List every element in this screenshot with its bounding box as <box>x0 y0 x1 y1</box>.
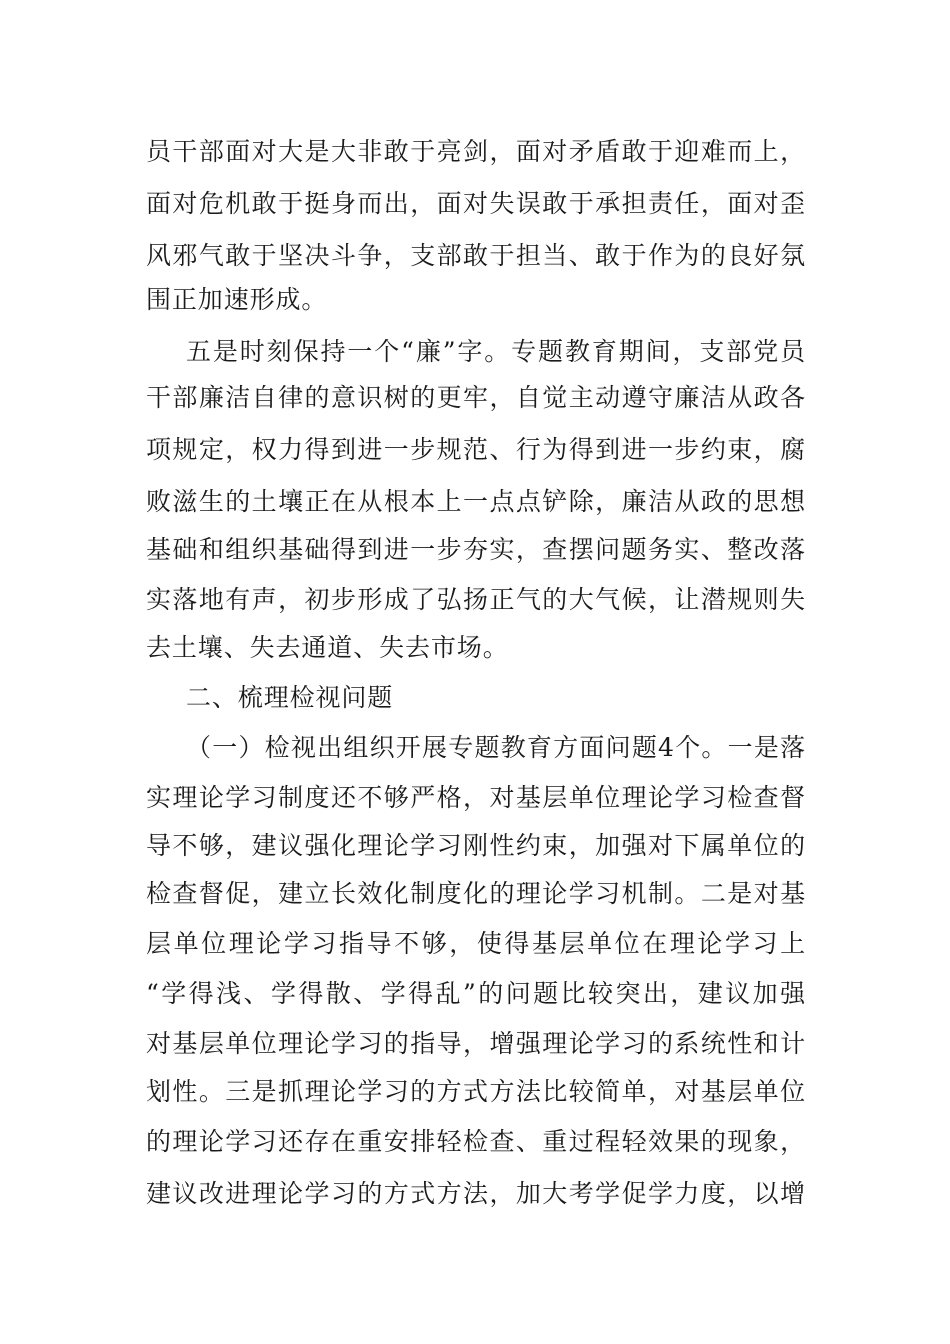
paragraph-first-line: 五是时刻保持一个“廉”字。专题教育期间，支部党员 <box>186 337 806 366</box>
text-line: 的理论学习还存在重安排轻检查、重过程轻效果的现象， <box>146 1127 806 1156</box>
text-line: 建议改进理论学习的方式方法，加大考学促学力度，以增 <box>146 1179 806 1208</box>
text-line: 风邪气敢于坚决斗争，支部敢于担当、敢于作为的良好氛 <box>146 241 806 270</box>
text-line: 导不够，建议强化理论学习刚性约束，加强对下属单位的 <box>146 831 806 860</box>
text-line: 基础和组织基础得到进一步夯实，查摆问题务实、整改落 <box>146 535 806 564</box>
text-line: 面对危机敢于挺身而出，面对失误敢于承担责任，面对歪 <box>146 189 806 218</box>
text-line: 项规定，权力得到进一步规范、行为得到进一步约束，腐 <box>146 435 806 464</box>
text-line: 围正加速形成。 <box>146 285 328 314</box>
text-line: 实落地有声，初步形成了弘扬正气的大气候，让潜规则失 <box>146 585 806 614</box>
text-line: 去土壤、失去通道、失去市场。 <box>146 633 509 662</box>
section-heading: 二、梳理检视问题 <box>186 683 394 712</box>
text-line: 员干部面对大是大非敢于亮剑，面对矛盾敢于迎难而上， <box>146 137 806 166</box>
text-line: 干部廉洁自律的意识树的更牢，自觉主动遵守廉洁从政各 <box>146 383 806 412</box>
text-line: 对基层单位理论学习的指导，增强理论学习的系统性和计 <box>146 1029 806 1058</box>
text-line: 检查督促，建立长效化制度化的理论学习机制。二是对基 <box>146 879 806 908</box>
text-line: 败滋生的土壤正在从根本上一点点铲除，廉洁从政的思想 <box>146 487 806 516</box>
text-line: “学得浅、学得散、学得乱”的问题比较突出，建议加强 <box>146 979 806 1008</box>
paragraph-first-line: （一）检视出组织开展专题教育方面问题4个。一是落 <box>186 733 806 762</box>
text-line: 实理论学习制度还不够严格，对基层单位理论学习检查督 <box>146 783 806 812</box>
text-line: 划性。三是抓理论学习的方式方法比较简单，对基层单位 <box>146 1077 806 1106</box>
text-line: 层单位理论学习指导不够，使得基层单位在理论学习上 <box>146 929 806 958</box>
